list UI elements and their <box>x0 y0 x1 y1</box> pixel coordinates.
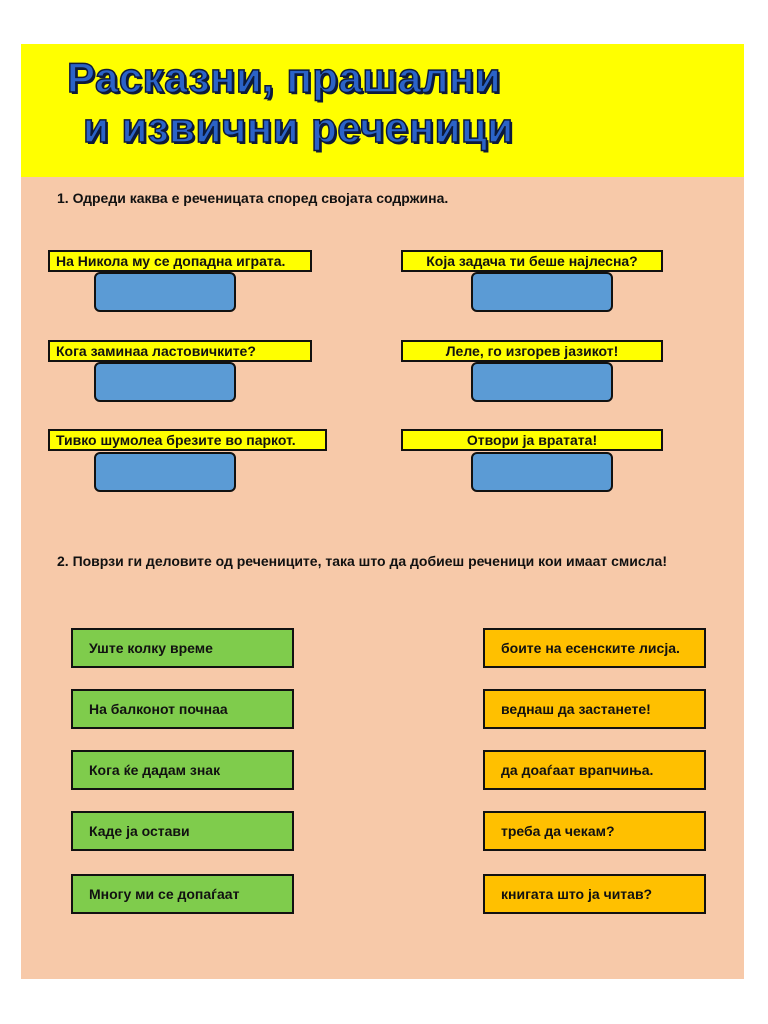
left-part-4[interactable]: Каде ја остави <box>71 811 294 851</box>
answer-box-3[interactable] <box>94 362 236 402</box>
left-part-3[interactable]: Кога ќе дадам знак <box>71 750 294 790</box>
task-2-instruction: 2. Поврзи ги деловите од речениците, така што да добиеш реченици кои имаат смисла! <box>57 553 667 569</box>
worksheet <box>21 44 744 979</box>
answer-box-5[interactable] <box>94 452 236 492</box>
sentence-1: На Никола му се допадна играта. <box>48 250 312 272</box>
sentence-6: Отвори ја вратата! <box>401 429 663 451</box>
answer-box-2[interactable] <box>471 272 613 312</box>
right-part-4[interactable]: треба да чекам? <box>483 811 706 851</box>
sentence-2: Која задача ти беше најлесна? <box>401 250 663 272</box>
left-part-5[interactable]: Многу ми се допаѓаат <box>71 874 294 914</box>
sentence-4: Леле, го изгорев јазикот! <box>401 340 663 362</box>
title-banner <box>21 44 744 177</box>
title-line-2: и извични реченици <box>83 104 514 151</box>
right-part-5[interactable]: книгата што ја читав? <box>483 874 706 914</box>
sentence-5: Тивко шумолеа брезите во паркот. <box>48 429 327 451</box>
right-part-3[interactable]: да доаѓаат врапчиња. <box>483 750 706 790</box>
sentence-3: Кога заминаа ластовичките? <box>48 340 312 362</box>
answer-box-1[interactable] <box>94 272 236 312</box>
task-1-instruction: 1. Одреди каква е реченицата според својата содржина. <box>57 190 449 206</box>
right-part-2[interactable]: веднаш да застанете! <box>483 689 706 729</box>
answer-box-4[interactable] <box>471 362 613 402</box>
title-line-1: Расказни, прашални <box>67 54 502 101</box>
answer-box-6[interactable] <box>471 452 613 492</box>
left-part-1[interactable]: Уште колку време <box>71 628 294 668</box>
right-part-1[interactable]: боите на есенските лисја. <box>483 628 706 668</box>
left-part-2[interactable]: На балконот почнаа <box>71 689 294 729</box>
